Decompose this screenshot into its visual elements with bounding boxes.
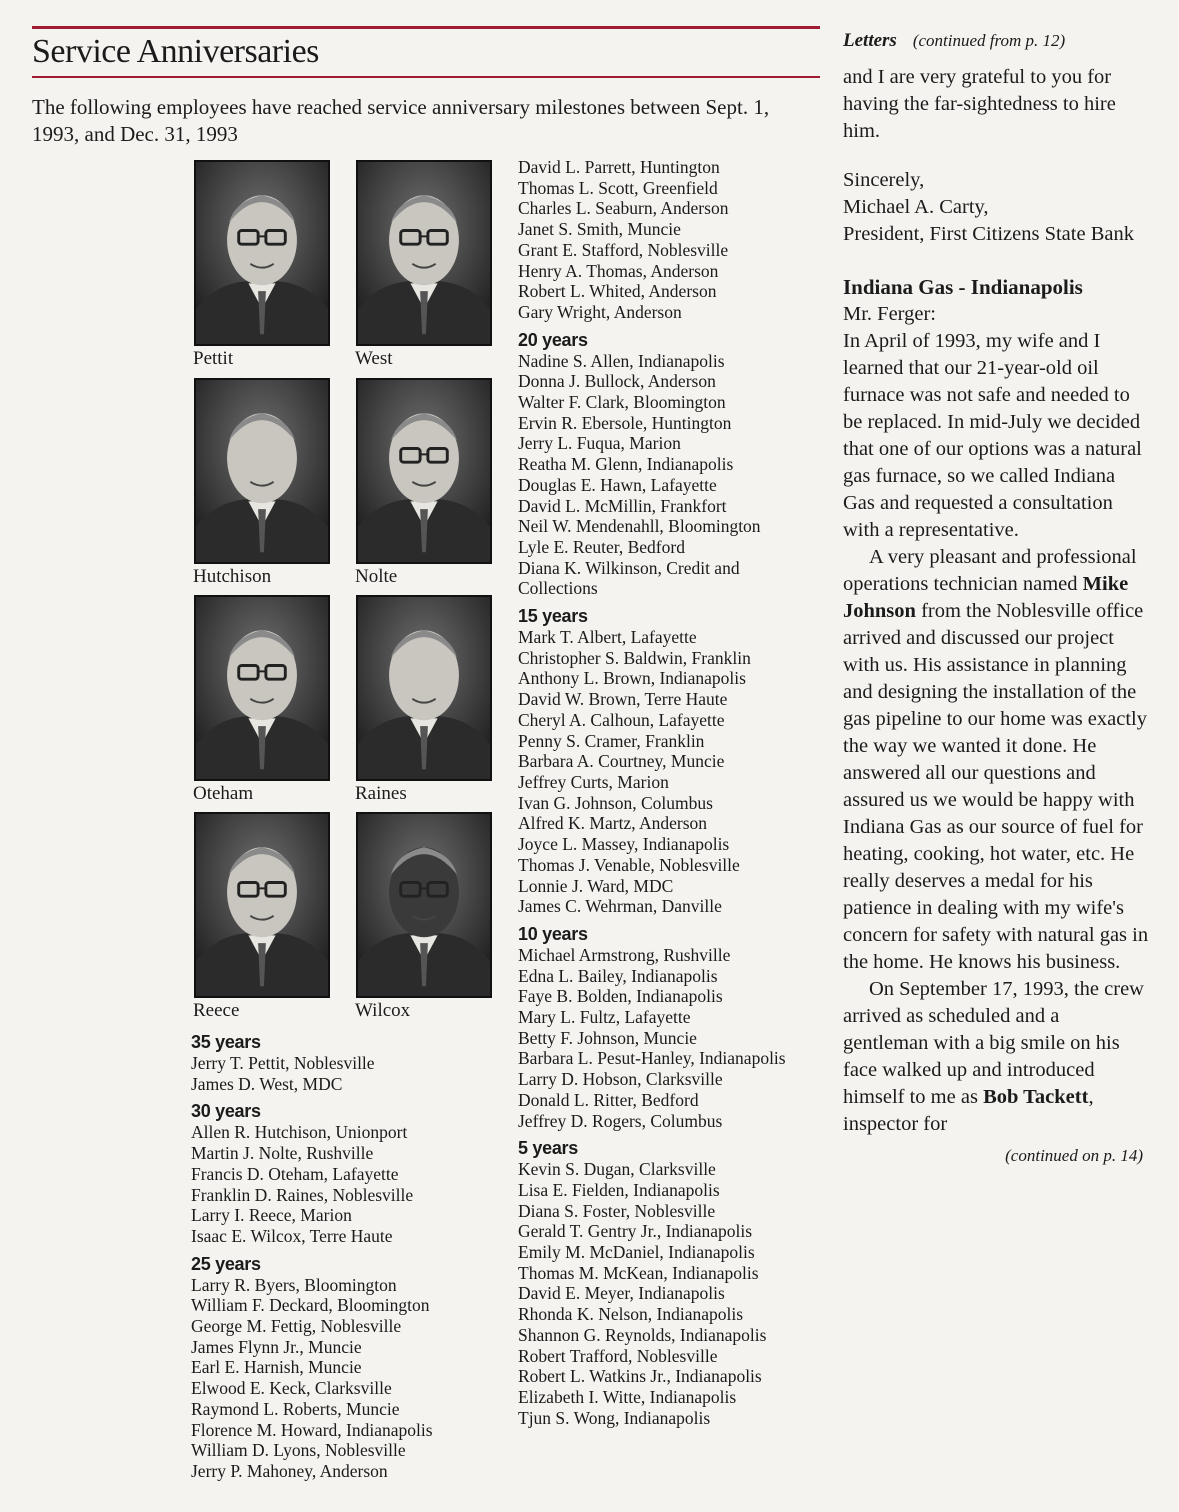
portrait-photo — [356, 160, 492, 346]
top-rule — [32, 26, 820, 29]
employee-list — [191, 1275, 501, 1482]
portrait-photo — [194, 160, 330, 346]
employee-entry: Shannon G. Reynolds, Indianapolis — [518, 1324, 767, 1345]
years-heading: 30 years — [191, 1101, 261, 1122]
portrait-photo — [194, 378, 330, 564]
employee-entry: Mark T. Albert, Lafayette — [518, 627, 697, 648]
employee-list — [518, 1159, 818, 1428]
employee-entry: Elwood E. Keck, Clarksville — [191, 1378, 392, 1399]
employee-entry: Earl E. Harnish, Muncie — [191, 1357, 362, 1378]
letter-text: On September 17, 1993, the crew arrived as scheduled and a gentleman with a big smile on his face walked up and introduced himself to me as — [843, 978, 1144, 1108]
employee-entry: Nadine S. Allen, Indianapolis — [518, 350, 725, 371]
letter-text: from the Noblesville office arrived and discussed our project with us. His assistance in planning and designing the installation of the gas pipeline to our home was exactly the way we wanted it done. He answered all our questions and assured us we would be happy with Indiana Gas as our source of fuel for heating, cooking, hot water, etc. He really deserves a medal for his patience in dealing with my wife's concern for safety with natural gas in the home. He knows his business. — [843, 600, 1149, 973]
employee-entry: Lyle E. Reuter, Bedford — [518, 536, 685, 557]
employee-entry: Isaac E. Wilcox, Terre Haute — [191, 1225, 393, 1246]
continued-from-note: (continued from p. 12) — [912, 31, 1066, 50]
employee-entry: Thomas M. McKean, Indianapolis — [518, 1262, 759, 1283]
title-underline — [32, 76, 820, 78]
employee-entry: Donna J. Bullock, Anderson — [518, 371, 716, 392]
employee-entry: James D. West, MDC — [191, 1073, 343, 1094]
employee-entry: Francis D. Oteham, Lafayette — [191, 1163, 399, 1184]
years-heading: 20 years — [518, 329, 588, 350]
letter-text: , inspector for — [843, 1086, 1094, 1135]
letter-salutation: Mr. Ferger: — [843, 303, 937, 325]
letter-signer: Michael A. Carty, — [843, 196, 989, 218]
letter-closing: Sincerely, — [843, 169, 925, 191]
employee-list — [518, 351, 818, 599]
letter-paragraph — [843, 976, 1149, 1138]
portrait-photo — [194, 812, 330, 998]
employee-entry: Ervin R. Ebersole, Huntington — [518, 412, 732, 433]
employee-entry: Charles L. Seaburn, Anderson — [518, 198, 729, 219]
employee-entry: Thomas L. Scott, Greenfield — [518, 177, 718, 198]
letter-paragraph: and I are very grateful to you for having the far-sightedness to hire him. — [843, 66, 1116, 142]
employee-entry: David L. McMillin, Frankfort — [518, 495, 727, 516]
employee-entry: Gerald T. Gentry Jr., Indianapolis — [518, 1221, 753, 1242]
letters-column — [843, 28, 1149, 1166]
employee-entry: William D. Lyons, Noblesville — [191, 1440, 406, 1461]
anniversary-column-left — [191, 1031, 501, 1482]
employee-entry: Larry R. Byers, Bloomington — [191, 1274, 397, 1295]
employee-entry: Michael Armstrong, Rushville — [518, 944, 731, 965]
employee-entry: Thomas J. Venable, Noblesville — [518, 854, 740, 875]
employee-entry: Ivan G. Johnson, Columbus — [518, 792, 713, 813]
employee-entry: Mary L. Fultz, Lafayette — [518, 1007, 691, 1028]
photo-caption: Oteham — [193, 783, 254, 804]
employee-entry: Cheryl A. Calhoun, Lafayette — [518, 709, 725, 730]
employee-entry: Diana K. Wilkinson, Credit and Collections — [518, 557, 740, 599]
intro-text: The following employees have reached service anniversary milestones between Sept. 1, 1993, and Dec. 31, 1993 — [32, 95, 770, 146]
years-heading: 15 years — [518, 606, 588, 627]
employee-entry: Kevin S. Dugan, Clarksville — [518, 1159, 716, 1180]
employee-entry: Betty F. Johnson, Muncie — [518, 1027, 697, 1048]
employee-list — [191, 1053, 501, 1094]
employee-name: Bob Tackett — [983, 1086, 1089, 1108]
years-heading: 25 years — [191, 1253, 261, 1274]
photo-caption: Raines — [355, 783, 407, 804]
employee-entry: Franklin D. Raines, Noblesville — [191, 1184, 414, 1205]
page-title: Service Anniversaries — [32, 33, 319, 70]
letters-title: Letters — [843, 30, 897, 51]
anniversary-column-middle — [518, 157, 818, 1428]
employee-entry: Faye B. Bolden, Indianapolis — [518, 986, 723, 1007]
employee-entry: Barbara A. Courtney, Muncie — [518, 751, 725, 772]
employee-entry: Lonnie J. Ward, MDC — [518, 875, 674, 896]
letter-org-heading: Indiana Gas - Indianapolis — [843, 275, 1083, 299]
employee-entry: Elizabeth I. Witte, Indianapolis — [518, 1386, 737, 1407]
letters-header — [843, 28, 1149, 54]
employee-entry: Robert L. Watkins Jr., Indianapolis — [518, 1366, 762, 1387]
employee-entry: Rhonda K. Nelson, Indianapolis — [518, 1304, 744, 1325]
employee-entry: Diana S. Foster, Noblesville — [518, 1200, 716, 1221]
employee-entry: Martin J. Nolte, Rushville — [191, 1143, 374, 1164]
employee-entry: Jerry L. Fuqua, Marion — [518, 433, 681, 454]
employee-entry: James C. Wehrman, Danville — [518, 896, 722, 917]
employee-list — [191, 1122, 501, 1246]
employee-entry: David E. Meyer, Indianapolis — [518, 1283, 725, 1304]
employee-entry: Penny S. Cramer, Franklin — [518, 730, 705, 751]
employee-entry: Lisa E. Fielden, Indianapolis — [518, 1179, 720, 1200]
employee-entry: Robert L. Whited, Anderson — [518, 281, 717, 302]
employee-entry: Jeffrey Curts, Marion — [518, 771, 669, 792]
employee-entry: Reatha M. Glenn, Indianapolis — [518, 454, 734, 475]
employee-entry: Joyce L. Massey, Indianapolis — [518, 834, 730, 855]
portrait-photo — [356, 378, 492, 564]
employee-entry: Jeffrey D. Rogers, Columbus — [518, 1110, 723, 1131]
employee-entry: Allen R. Hutchison, Unionport — [191, 1122, 408, 1143]
employee-entry: Donald L. Ritter, Bedford — [518, 1089, 699, 1110]
employee-entry: Raymond L. Roberts, Muncie — [191, 1398, 400, 1419]
employee-entry: Larry I. Reece, Marion — [191, 1205, 352, 1226]
photo-caption: Pettit — [193, 348, 234, 369]
employee-entry: Gary Wright, Anderson — [518, 301, 682, 322]
employee-entry: David W. Brown, Terre Haute — [518, 689, 728, 710]
photo-caption: Nolte — [355, 566, 398, 587]
employee-entry: Barbara L. Pesut-Hanley, Indianapolis — [518, 1048, 786, 1069]
portrait-photo — [356, 812, 492, 998]
portrait-photo — [356, 595, 492, 781]
portrait-photo — [194, 595, 330, 781]
employee-entry: Larry D. Hobson, Clarksville — [518, 1069, 723, 1090]
years-heading: 5 years — [518, 1138, 578, 1159]
employee-entry: Jerry T. Pettit, Noblesville — [191, 1053, 375, 1073]
photo-caption: Reece — [193, 1000, 240, 1021]
continued-on-note: (continued on p. 14) — [1005, 1146, 1143, 1165]
photo-caption: Hutchison — [193, 566, 272, 587]
employee-entry: Emily M. McDaniel, Indianapolis — [518, 1242, 755, 1263]
years-heading: 10 years — [518, 923, 588, 944]
letter-text: A very pleasant and professional operations technician named — [843, 546, 1137, 595]
employee-entry: Walter F. Clark, Bloomington — [518, 392, 726, 413]
letter-paragraph: In April of 1993, my wife and I learned that our 21-year-old oil furnace was not safe and needed to be replaced. In mid-July we decided that one of our options was a natural gas furnace, so we called Indiana Gas and requested a consultation with a representative. — [843, 330, 1142, 541]
employee-entry: Grant E. Stafford, Noblesville — [518, 239, 729, 260]
employee-entry: Edna L. Bailey, Indianapolis — [518, 965, 718, 986]
photo-caption: Wilcox — [355, 1000, 411, 1021]
employee-list — [518, 945, 818, 1131]
employee-entry: Florence M. Howard, Indianapolis — [191, 1419, 433, 1440]
employee-entry: Christopher S. Baldwin, Franklin — [518, 647, 751, 668]
photo-caption: West — [355, 348, 393, 369]
letter-signer-title: President, First Citizens State Bank — [843, 223, 1134, 245]
employee-entry: Anthony L. Brown, Indianapolis — [518, 668, 746, 689]
employee-entry: Robert Trafford, Noblesville — [518, 1345, 718, 1366]
employee-entry: George M. Fettig, Noblesville — [191, 1316, 402, 1337]
employee-entry: Jerry P. Mahoney, Anderson — [191, 1460, 388, 1481]
employee-entry: David L. Parrett, Huntington — [518, 157, 720, 177]
years-heading: 35 years — [191, 1032, 261, 1052]
employee-entry: James Flynn Jr., Muncie — [191, 1336, 362, 1357]
letter-paragraph — [843, 544, 1149, 976]
employee-list — [518, 157, 818, 323]
employee-entry: Alfred K. Martz, Anderson — [518, 813, 708, 834]
employee-entry: Tjun S. Wong, Indianapolis — [518, 1407, 711, 1428]
employee-entry: Henry A. Thomas, Anderson — [518, 260, 719, 281]
employee-entry: Janet S. Smith, Muncie — [518, 219, 681, 240]
employee-name: Mike Johnson — [843, 573, 1129, 622]
employee-list — [518, 627, 818, 917]
employee-entry: Neil W. Mendenahll, Bloomington — [518, 516, 761, 537]
employee-entry: Douglas E. Hawn, Lafayette — [518, 474, 717, 495]
employee-entry: William F. Deckard, Bloomington — [191, 1295, 430, 1316]
